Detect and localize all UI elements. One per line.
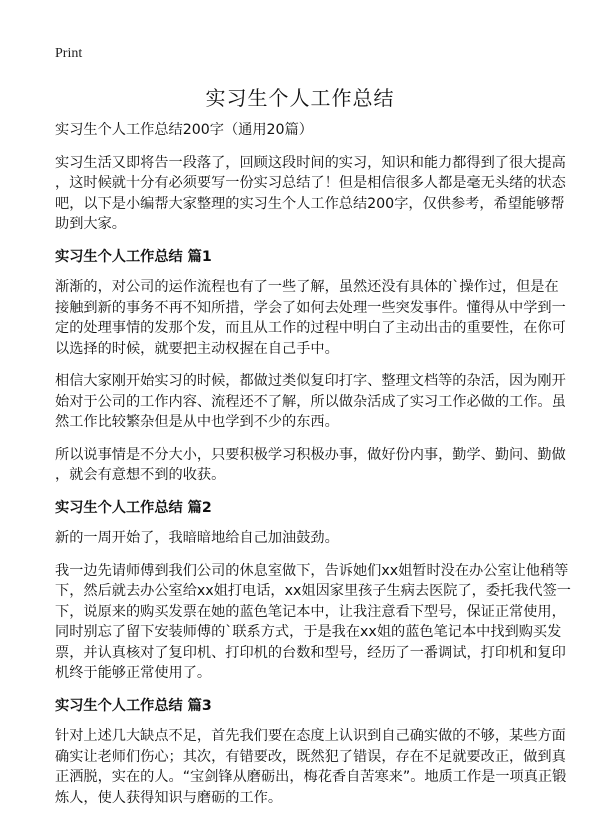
paragraph [55, 277, 566, 359]
text-line: 接触到新的事务不再不知所措，学会了如何去处理一些突发事件。懂得从中学到一 [55, 299, 566, 316]
text-line: 相信大家刚开始实习的时候，都做过类似复印打字、整理文档等的杂活，因为刚开 [55, 373, 566, 389]
text-line: 助到大家。 [55, 216, 126, 232]
text-line: ，就会有意想不到的收获。 [55, 467, 226, 483]
text-line: 下，说原来的购买发票在她的蓝色笔记本中，让我注意看下型号，保证正常使用， [55, 603, 566, 620]
paragraph [55, 371, 566, 433]
page-title: 实习生个人工作总结 [205, 86, 395, 110]
text-line: 始对于公司的工作内容、流程还不了解，所以做杂活成了实习工作必做的工作。虽 [55, 393, 566, 410]
text-line: 吧，以下是小编帮大家整理的实习生个人工作总结200字，仅供参考，希望能够帮 [55, 195, 565, 212]
document-subtitle: 实习生个人工作总结200字（通用20篇） [55, 122, 313, 138]
text-line: 所以说事情是不分大小，只要积极学习积极办事，做好份内事，勤学、勤问、勤做 [55, 446, 566, 463]
text-line: 然工作比较繁杂但是从中也学到不少的东西。 [55, 414, 339, 430]
section-heading: 实习生个人工作总结 篇2 [55, 499, 212, 516]
section-heading: 实习生个人工作总结 篇3 [55, 697, 212, 714]
text-line: 确实让老师们伤心；其次，有错要改，既然犯了错误，存在不足就要改正，做到真 [55, 748, 566, 765]
text-line: 同时别忘了留下安装师傅的`联系方式，于是我在xx姐的蓝色笔记本中找到购买发 [55, 624, 562, 640]
sections [55, 247, 571, 809]
print-link[interactable]: Print [55, 46, 83, 61]
text-line: 针对上述几大缺点不足，首先我们要在态度上认识到自己确实做的不够，某些方面 [55, 728, 566, 744]
document-body [55, 120, 571, 820]
section-heading: 实习生个人工作总结 篇1 [55, 248, 212, 265]
text-line: 下，然后就去办公室给xx姐打电话，xx姐因家里孩子生病去医院了，委托我代签一 [55, 583, 571, 599]
text-line: 正洒脱，实在的人。“宝剑锋从磨砺出，梅花香自苦寒来”。地质工作是一项真正锻 [55, 769, 567, 785]
paragraph [55, 528, 555, 549]
text-line: 渐渐的，对公司的运作流程也有了一些了解，虽然还没有具体的`操作过，但是在 [55, 279, 559, 295]
paragraph [55, 726, 567, 808]
text-line: ，这时候就十分有必须要写一份实习总结了！但是相信很多人都是毫无头绪的状态 [55, 175, 566, 191]
intro-paragraph [55, 153, 566, 235]
text-line: 新的一周开始了，我暗暗地给自己加油鼓劲。 [55, 530, 339, 546]
paragraph [55, 445, 566, 486]
text-line: 机终于能够正常使用了。 [55, 665, 212, 681]
text-line: 以选择的时候，就要把主动权握在自己手中。 [55, 340, 339, 357]
text-line: 定的处理事情的发那个发，而且从工作的过程中明白了主动出击的重要性，在你可 [55, 320, 566, 336]
text-line: 实习生活又即将告一段落了，回顾这段时间的实习，知识和能力都得到了很大提高 [55, 154, 566, 171]
paragraph [55, 561, 571, 684]
text-line: 票，并认真核对了复印机、打印机的台数和型号，经历了一番调试，打印机和复印 [55, 644, 566, 661]
text-line: 我一边先请师傅到我们公司的休息室做下，告诉她们xx姐暂时没在办公室让他稍等 [55, 562, 569, 579]
text-line: 炼人，使人获得知识与磨砺的工作。 [55, 789, 283, 806]
